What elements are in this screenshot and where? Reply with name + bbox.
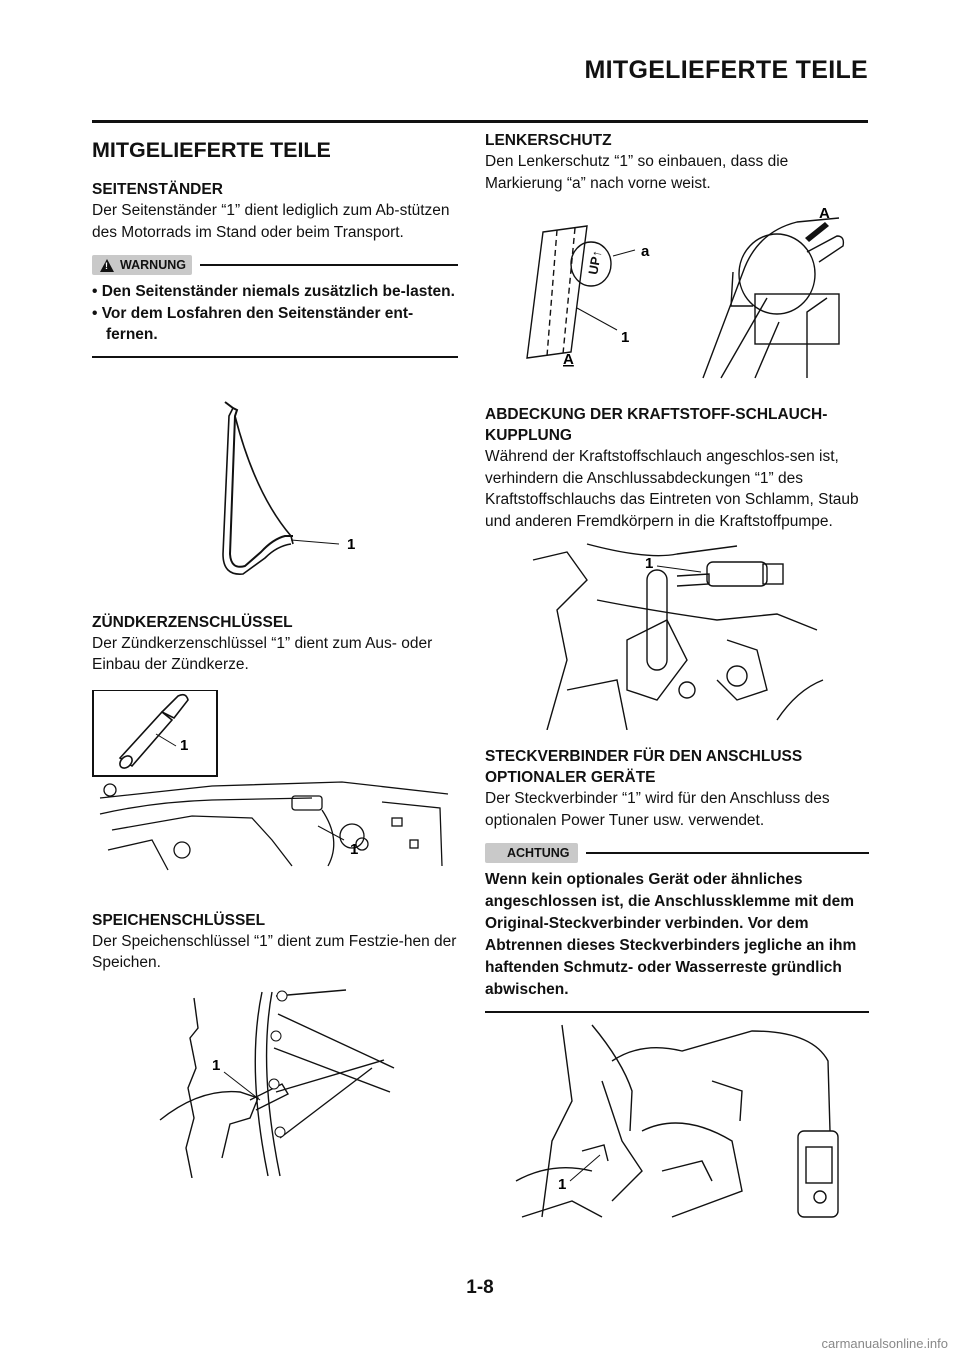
caution-badge [485,843,578,863]
fig-label: a [641,243,650,260]
right-column [485,130,869,1221]
section-title: MITGELIEFERTE TEILE [92,138,331,162]
warning-list [92,281,458,346]
fig-label: 1 [621,329,630,346]
caution-rule [586,852,870,854]
fig-label: A [563,351,574,368]
svg-text:UP↑: UP↑ [585,248,605,276]
warning-badge [92,255,192,275]
spark-plug-wrench-figure [92,690,458,890]
fig-label: 1 [212,1056,221,1074]
left-column [92,130,458,1178]
caution-end-rule [485,1011,869,1013]
caution-label: ACHTUNG [507,846,570,860]
warning-item: • Vor dem Losfahren den Seitenständer ent-fernen. [92,304,414,343]
connector-heading: STECKVERBINDER FÜR DEN ANSCHLUSS OPTIONALER GERÄTE [485,748,803,786]
caution-header [485,843,869,863]
fig-label: 1 [347,535,356,553]
connector-figure [512,1021,842,1221]
fuel-hose-text: Während der Kraftstoffschlauch angeschlos-sen ist, verhindern die Anschlussabdeckungen “1” des Kraftstoffschlauchs das Eintreten von Schlamm, Staub und anderen Fremdkörpern in die Kraftstoffpumpe. [485,448,859,530]
handlebar-protector-figure [507,202,847,392]
warning-triangle-icon: ! [100,259,114,272]
side-stand-figure [175,394,375,594]
warning-rule [200,264,458,266]
handlebar-protector-heading: LENKERSCHUTZ [485,132,612,149]
handlebar-protector-text: Den Lenkerschutz “1” so einbauen, dass die Markierung “a” nach vorne weist. [485,153,789,192]
page-number: 1-8 [466,1277,494,1298]
spoke-wrench-text: Der Speichenschlüssel “1” dient zum Festzie-hen der Speichen. [92,932,457,971]
header-rule [92,120,868,123]
warning-end-rule [92,356,458,358]
fig-label: 1 [558,1176,567,1193]
fig-label: 1 [645,555,654,572]
fig-label: A [819,205,830,222]
warning-label: WARNUNG [120,258,186,272]
fuel-hose-heading: ABDECKUNG DER KRAFTSTOFF-SCHLAUCH-KUPPLUNG [485,406,828,444]
fig-label: 1 [350,840,359,858]
fuel-hose-coupling-figure [527,540,827,730]
warning-item: • Den Seitenständer niemals zusätzlich be-lasten. [92,283,455,300]
side-stand-text: Der Seitenständer “1” dient lediglich zum Ab-stützen des Motorrads im Stand oder beim Transport. [92,202,450,241]
page-header-title: MITGELIEFERTE TEILE [584,56,868,84]
spoke-wrench-heading: SPEICHENSCHLÜSSEL [92,911,266,929]
watermark: carmanualsonline.info [821,1336,948,1351]
caution-text: Wenn kein optionales Gerät oder ähnliches angeschlossen ist, die Anschlussklemme mit dem Original-Steckverbinder verbinden. Vor dem Abtrennen dieses Steckverbinders jegliche an ihm haftenden Schmutz- oder Wasserreste gründlich abwischen. [485,871,857,998]
spoke-wrench-figure [150,988,400,1178]
connector-text: Der Steckverbinder “1” wird für den Anschluss des optionalen Power Tuner usw. verwendet. [485,790,830,829]
spark-wrench-heading: ZÜNDKERZENSCHLÜSSEL [92,613,293,631]
spark-wrench-text: Der Zündkerzenschlüssel “1” dient zum Aus- oder Einbau der Zündkerze. [92,634,433,673]
fig-label: 1 [180,736,189,754]
warning-header [92,255,458,275]
side-stand-heading: SEITENSTÄNDER [92,181,223,198]
